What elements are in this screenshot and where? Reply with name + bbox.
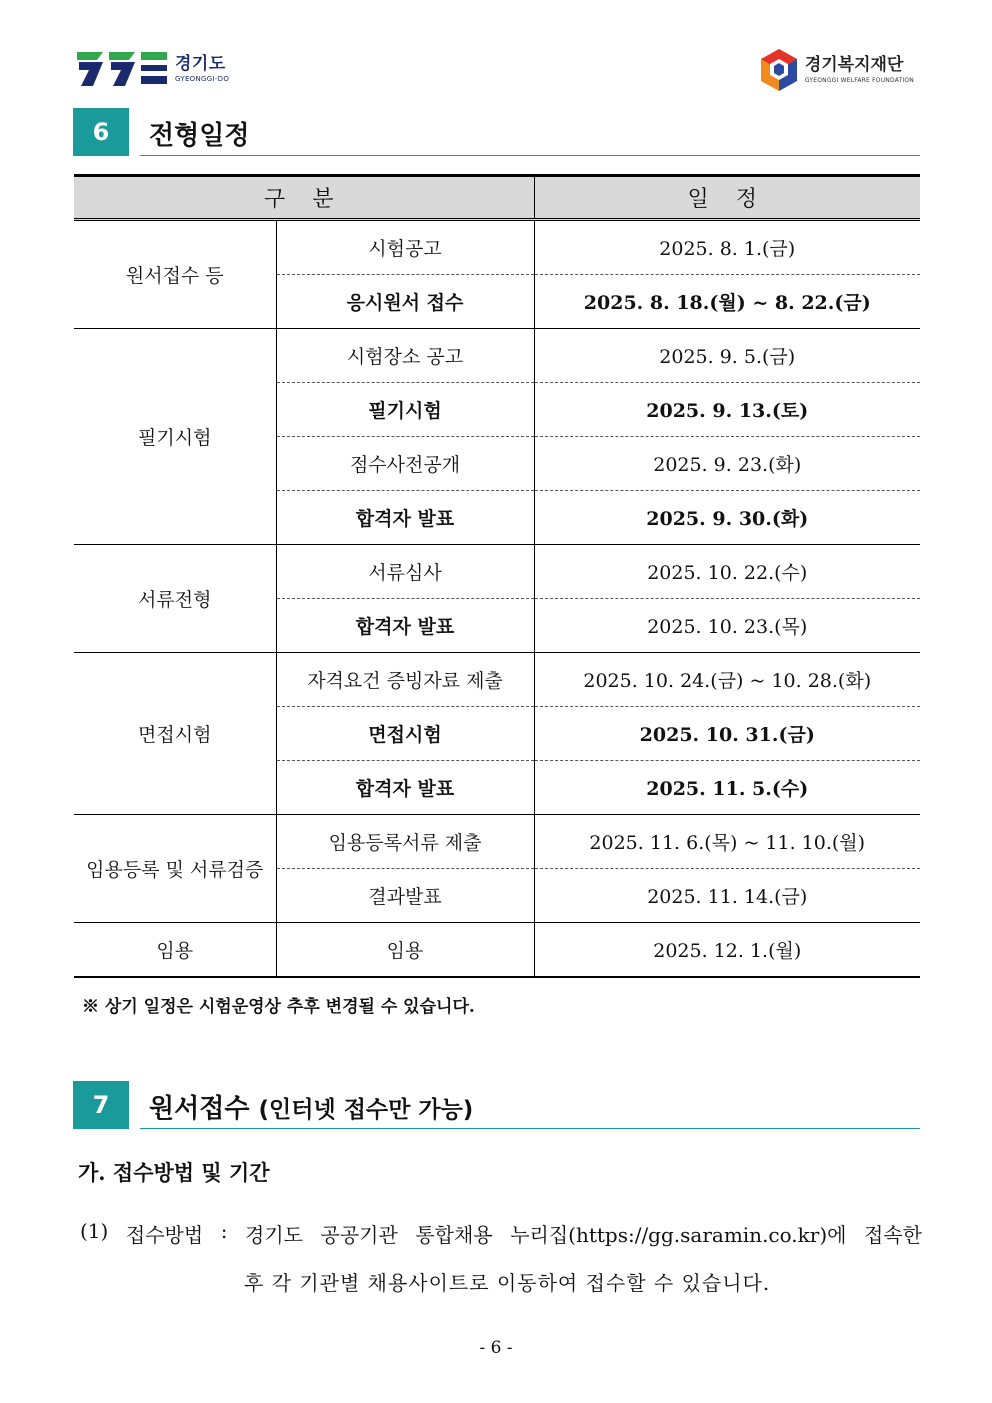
section-6-number: 6 xyxy=(73,108,129,156)
section-7-header xyxy=(73,1081,920,1129)
item-cell: 서류심사 xyxy=(276,545,534,599)
section-7-title xyxy=(149,1088,473,1125)
gyeonggi-logo-subtext: GYEONGGI-DO xyxy=(175,74,230,83)
paragraph-word: (1) xyxy=(80,1219,109,1243)
date-cell: 2025. 12. 1.(월) xyxy=(534,923,920,978)
table-row xyxy=(74,923,920,978)
item-cell: 합격자 발표 xyxy=(276,491,534,545)
item-cell: 시험장소 공고 xyxy=(276,329,534,383)
section-7-number: 7 xyxy=(73,1081,129,1129)
welfare-logo-text: 경기복지재단 xyxy=(804,54,904,75)
category-cell: 면접시험 xyxy=(74,653,276,815)
item-cell: 필기시험 xyxy=(276,383,534,437)
section-6-underline xyxy=(140,155,920,156)
gyeonggi-logo-text: 경기도 xyxy=(175,53,226,74)
table-row xyxy=(74,220,920,275)
table-row xyxy=(74,329,920,383)
welfare-logo-subtext: GYEONGGI WELFARE FOUNDATION xyxy=(804,76,914,84)
date-cell: 2025. 8. 18.(월) ~ 8. 22.(금) xyxy=(534,275,920,329)
date-cell: 2025. 10. 24.(금) ~ 10. 28.(화) xyxy=(534,653,920,707)
gyeonggi-do-logo xyxy=(77,52,229,86)
item-cell: 점수사전공개 xyxy=(276,437,534,491)
schedule-change-note: ※ 상기 일정은 시험운영상 추후 변경될 수 있습니다. xyxy=(82,997,475,1017)
header-schedule: 일 정 xyxy=(534,176,920,220)
paragraph-word: 접속한 xyxy=(864,1223,922,1247)
item-cell: 시험공고 xyxy=(276,220,534,275)
date-cell: 2025. 11. 14.(금) xyxy=(534,869,920,923)
date-cell: 2025. 9. 30.(화) xyxy=(534,491,920,545)
paragraph-word: 접수방법 xyxy=(125,1223,204,1247)
category-cell: 임용등록 및 서류검증 xyxy=(74,815,276,923)
item-cell: 결과발표 xyxy=(276,869,534,923)
paragraph-word: 공공기관 xyxy=(320,1223,398,1247)
section-7-underline xyxy=(140,1128,920,1129)
item-cell: 임용등록서류 제출 xyxy=(276,815,534,869)
section-6-header xyxy=(73,108,920,156)
date-cell: 2025. 10. 22.(수) xyxy=(534,545,920,599)
gyeonggi-logo-mark-icon xyxy=(77,52,169,86)
date-cell: 2025. 10. 23.(목) xyxy=(534,599,920,653)
section-7-title-main: 원서접수 xyxy=(149,1094,250,1124)
table-row xyxy=(74,545,920,599)
item-cell: 응시원서 접수 xyxy=(276,275,534,329)
paragraph-word: 경기도 xyxy=(245,1223,303,1247)
item-cell: 면접시험 xyxy=(276,707,534,761)
date-cell: 2025. 11. 5.(수) xyxy=(534,761,920,815)
paragraph-word: : xyxy=(220,1219,228,1243)
date-cell: 2025. 9. 13.(토) xyxy=(534,383,920,437)
table-row xyxy=(74,815,920,869)
category-cell: 서류전형 xyxy=(74,545,276,653)
section-7-title-paren: (인터넷 접수만 가능) xyxy=(258,1097,474,1123)
schedule-table xyxy=(74,174,920,978)
date-cell: 2025. 9. 5.(금) xyxy=(534,329,920,383)
paragraph-line-2: 후 각 기관별 채용사이트로 이동하여 접수할 수 있습니다. xyxy=(244,1271,771,1295)
page-number: - 6 - xyxy=(479,1338,513,1358)
header-category: 구 분 xyxy=(74,176,534,220)
item-cell: 합격자 발표 xyxy=(276,599,534,653)
table-header-row xyxy=(74,176,920,220)
section-6-title: 전형일정 xyxy=(149,121,250,151)
welfare-logo-mark-icon xyxy=(759,48,799,92)
category-cell: 임용 xyxy=(74,923,276,978)
item-cell: 자격요건 증빙자료 제출 xyxy=(276,653,534,707)
date-cell: 2025. 10. 31.(금) xyxy=(534,707,920,761)
category-cell: 필기시험 xyxy=(74,329,276,545)
subheading-method-period: 가. 접수방법 및 기간 xyxy=(78,1160,270,1185)
paragraph-url-word: 누리집(https://gg.saramin.co.kr)에 xyxy=(510,1223,847,1247)
date-cell: 2025. 9. 23.(화) xyxy=(534,437,920,491)
welfare-foundation-logo xyxy=(759,48,914,92)
date-cell: 2025. 11. 6.(목) ~ 11. 10.(월) xyxy=(534,815,920,869)
paragraph-line-1 xyxy=(80,1219,922,1248)
table-row xyxy=(74,653,920,707)
item-cell: 합격자 발표 xyxy=(276,761,534,815)
item-cell: 임용 xyxy=(276,923,534,978)
paragraph-word: 통합채용 xyxy=(415,1223,493,1247)
date-cell: 2025. 8. 1.(금) xyxy=(534,220,920,275)
category-cell: 원서접수 등 xyxy=(74,220,276,329)
